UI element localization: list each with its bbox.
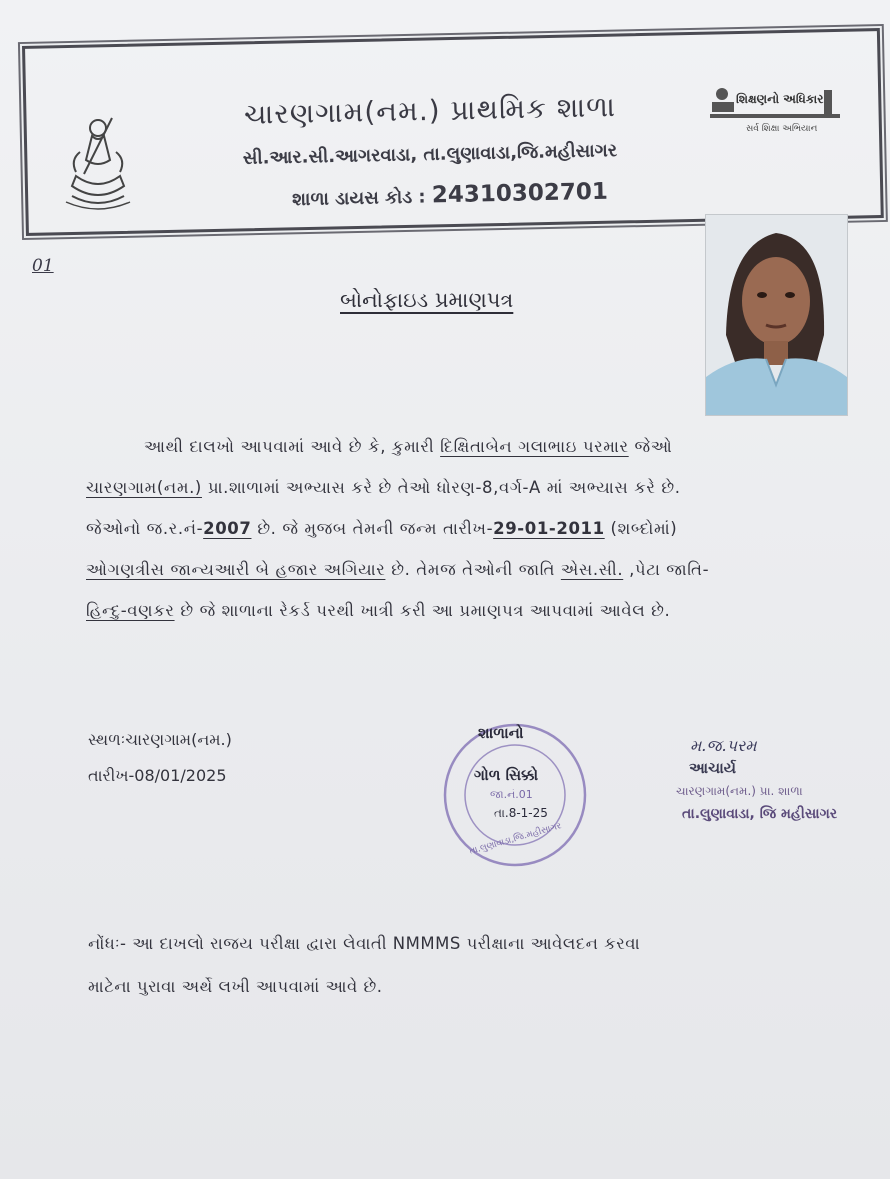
school-address: સી.આર.સી.આગરવાડા, તા.લુણાવાડા,જિ.મહીસાગર xyxy=(242,140,618,169)
body-text-segment: છે જે શાળાના રેકર્ડ પરથી ખાત્રી કરી આ પ્રમાણપત્ર આપવામાં આવેલ છે. xyxy=(174,601,671,620)
right-to-education-logo xyxy=(706,80,846,150)
stamp-mid-text: ગોળ સિક્કો xyxy=(474,766,539,784)
body-text-segment: છે. તેમજ તેઓની જાતિ xyxy=(385,560,561,579)
dise-code: 24310302701 xyxy=(431,178,609,209)
body-text-segment: (શબ્દોમાં) xyxy=(604,519,678,538)
school-short-name: ચારણગામ(નમ.) xyxy=(86,478,202,497)
certificate-body xyxy=(86,426,806,631)
stamp-number: જા.નં.01 xyxy=(490,788,533,801)
student-name: દિક્ષિતાબેન ગલાભાઇ પરમાર xyxy=(440,437,629,456)
caste: એસ.સી. xyxy=(560,560,624,579)
note-line-2: માટેના પુરાવા અર્થે લખી આપવામાં આવે છે. xyxy=(88,977,383,996)
body-text-segment: જેઓ xyxy=(628,437,673,456)
place-line: સ્થળઃચારણગામ(નમ.) xyxy=(88,730,232,749)
student-photo xyxy=(705,214,848,416)
principal-stamp-line1: ચારણગામ(નમ.) પ્રા. શાળા xyxy=(676,784,803,798)
note-section xyxy=(88,922,808,1008)
certificate-title: બોનોફાઇડ પ્રમાણપત્ર xyxy=(340,288,514,312)
school-name: ચારણગામ(નમ.) પ્રાથમિક શાળા xyxy=(243,90,617,131)
date-line: તારીખ-08/01/2025 xyxy=(88,766,227,785)
body-line-4 xyxy=(86,549,806,590)
note-line-1: નોંધઃ- આ દાખલો રાજય પરીક્ષા દ્વારા લેવાતી NMMMS પરીક્ષાના આવેલદન કરવા xyxy=(88,934,641,953)
books-child-icon xyxy=(706,80,846,150)
body-line-1 xyxy=(86,426,806,467)
saraswati-logo-icon xyxy=(62,112,134,212)
body-line-5 xyxy=(86,590,806,631)
date-of-birth: 29-01-2011 xyxy=(493,519,605,538)
stamp-ring-text: તા.લુણાવાડા,જિ.મહીસાગર xyxy=(468,821,563,857)
stamp-date: તા.8-1-25 xyxy=(494,806,548,820)
body-text-segment: જેઓનો જ.ર.નં- xyxy=(86,519,204,538)
dob-in-words: ઓગણત્રીસ જાન્યઆરી બે હજાર અગિયાર xyxy=(86,560,386,579)
stamp-top-text: શાળાનો xyxy=(478,724,524,742)
serial-number: 01 xyxy=(32,256,54,276)
logo-right-sub: સર્વ શિક્ષા અભિયાન xyxy=(746,124,818,134)
logo-right-text: શિક્ષણનો અધિકાર xyxy=(736,92,824,106)
body-text-segment: છે. જે મુજબ તેમની જન્મ તારીખ- xyxy=(251,519,494,538)
gr-number: 2007 xyxy=(203,519,252,538)
body-line-3 xyxy=(86,508,806,549)
principal-title: આચાર્ય xyxy=(689,759,737,777)
dise-label: શાળા ડાયસ કોડ : xyxy=(291,186,426,211)
school-round-stamp xyxy=(442,722,588,868)
body-text-segment: ,પેટા જાતિ- xyxy=(623,560,710,579)
body-text-segment: પ્રા.શાળામાં અભ્યાસ કરે છે તેઓ ધોરણ-8,વર્ગ-A માં અભ્યાસ કરે છે. xyxy=(201,478,681,497)
student-portrait-icon xyxy=(706,215,847,415)
principal-stamp-line2: તા.લુણાવાડા, જિ મહીસાગર xyxy=(682,806,838,822)
signature-text: મ.જ.પરમ xyxy=(690,736,757,755)
subcaste: હિન્દુ-વણકર xyxy=(86,601,175,620)
body-text-segment: આથી દાલખો આપવામાં આવે છે કે, કુમારી xyxy=(144,437,441,456)
body-line-2 xyxy=(86,467,806,508)
